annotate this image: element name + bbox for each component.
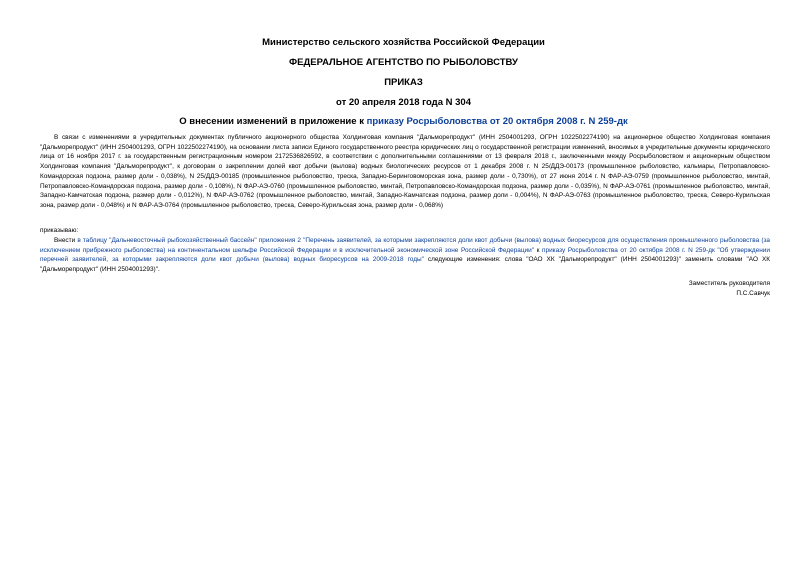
order-text-start: Внести bbox=[54, 237, 78, 244]
signatory-name: П.С.Савчук bbox=[736, 290, 770, 297]
order-word: приказываю: bbox=[40, 227, 79, 234]
table-appendix-link[interactable]: в таблицу "Дальневосточный рыбохозяйственный бассейн" приложения 2 "Перечень заявителей, за которыми закрепляются доли квот добычи (вылова) водных биоресурсов для осуществления промышленного рыболовства (за исключением прибрежного рыболовства) на континентальном шельфе Российской Федерации и в исключительной экономической зоне Российской Федерации" bbox=[40, 237, 770, 254]
subject-order-link[interactable]: приказу Росрыболовства от 20 октября 2008 г. N 259-дк bbox=[366, 116, 628, 127]
order-text-middle: к bbox=[534, 246, 543, 254]
document-type-heading: ПРИКАЗ bbox=[384, 77, 423, 88]
preamble-paragraph: В связи с изменениями в учредительных документах публичного акционерного общества Холдинговая компания "Дальморепродукт" (ИНН 2504001293, ОГРН 1022502274190) на акционерное общество Холдинговая компания "Дальморепродукт" (ИНН 2504001293, ОГРН 1022502274190), на основании листа записи Единого государственного реестра юридических лиц о государственной регистрации изменений, вносимых в учредительные документы юридического лица от 16 ноября 2017 г. за государственным регистрационным номером 2172536826592, в соответствии с дополнительными соглашениями от 13 февраля 2018 г., заключенными между Росрыболовством и акционерным обществом Холдинговая компания "Дальморепродукт", к договорам о закреплении долей квот добычи (вылова) водных биологических ресурсов от 1 декабря 2008 г. N 25/ДДЭ-00173 (промышленное рыболовство, кальмары, Петропавловско-Командорская подзона, размер доли - 0,038%), N 25/ДДЭ-00185 (промышленное рыболовство, треска, Западно-Беринговоморская зона, размер доли - 0,730%), от 27 июня 2014 г. N ФАР-АЭ-0759 (промышленное рыболовство, минтай, Петропавловско-Командорская подзона, размер доли - 0,108%), N ФАР-АЭ-0760 (промышленное рыболовство, минтай, Петропавловско-Командорская подзона, размер доли - 0,035%), N ФАР-АЭ-0761 (промышленное рыболовство, минтай, Западно-Камчатская подзона, размер доли - 0,012%), N ФАР-АЭ-0762 (промышленное рыболовство, минтай, Западно-Камчатская подзона, размер доли - 0,004%), N ФАР-АЭ-0763 (промышленное рыболовство, треска, Северо-Курильская зона, размер доли - 0,048%) и N ФАР-АЭ-0764 (промышленное рыболовство, треска, Северо-Курильская зона, размер доли - 0,068%) bbox=[40, 134, 770, 209]
ministry-heading: Министерство сельского хозяйства Российской Федерации bbox=[262, 37, 545, 48]
order-259-link[interactable]: приказу Росрыболовства от 20 октября 2008 г. N 259-дк "Об утверждении перечней заявителей, за которыми закрепляются доли квот добычи (вылова) водных биоресурсов на 2009-2018 годы" bbox=[40, 246, 770, 264]
agency-heading: ФЕДЕРАЛЬНОЕ АГЕНТСТВО ПО РЫБОЛОВСТВУ bbox=[289, 57, 518, 68]
order-text-end: следующие изменения: слова "ОАО ХК "Дальморепродукт" (ИНН 2504001293)" заменить словами "АО ХК "Дальморепродукт" (ИНН 2504001293)". bbox=[40, 256, 771, 274]
subject-heading bbox=[0, 116, 807, 128]
date-number-heading: от 20 апреля 2018 года N 304 bbox=[336, 97, 471, 108]
subject-prefix: О внесении изменений в приложение к bbox=[179, 116, 367, 127]
order-paragraph bbox=[40, 236, 770, 275]
signatory-title: Заместитель руководителя bbox=[688, 280, 770, 287]
